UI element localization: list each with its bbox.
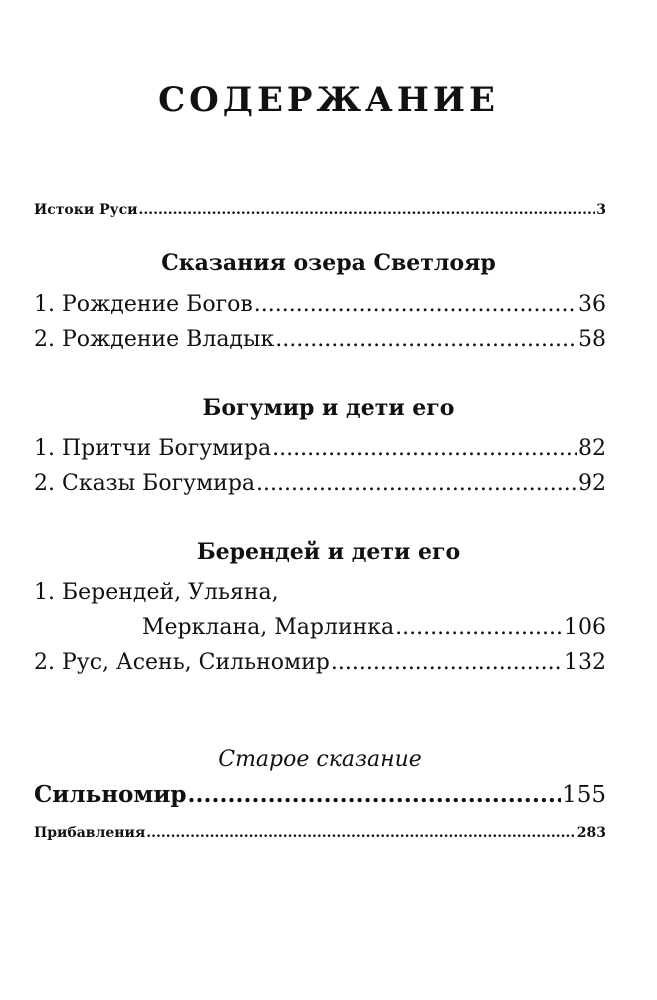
- dot-leader: [395, 613, 563, 643]
- dot-leader: [146, 823, 575, 843]
- dot-leader: [331, 648, 563, 678]
- dot-leader: [272, 434, 577, 464]
- toc-entry-istoki[interactable]: [34, 200, 606, 220]
- toc-entry-label: 2. Сказы Богумира: [34, 471, 256, 496]
- toc-entry-page: 82: [578, 436, 606, 461]
- toc-entry[interactable]: [142, 613, 606, 643]
- toc-entry-label: Истоки Руси: [34, 202, 138, 218]
- toc-entry-page: 3: [596, 202, 606, 218]
- dot-leader: [275, 325, 577, 355]
- toc-entry-label: Мерклана, Марлинка: [142, 615, 395, 640]
- dot-leader: [254, 290, 577, 320]
- page-title: СОДЕРЖАНИЕ: [158, 80, 499, 120]
- section-heading: Богумир и дети его: [202, 395, 455, 421]
- toc-entry[interactable]: [34, 648, 606, 678]
- toc-entry[interactable]: [34, 290, 606, 320]
- toc-entry-label-line[interactable]: 1. Берендей, Ульяна,: [34, 580, 279, 605]
- toc-entry[interactable]: [34, 325, 606, 355]
- section-heading: Берендей и дети его: [196, 539, 461, 565]
- toc-entry-page: 36: [578, 292, 606, 317]
- toc-entry-page: 58: [578, 327, 606, 352]
- toc-entry-page: 155: [562, 782, 606, 808]
- toc-entry-label: 2. Рождение Владык: [34, 327, 275, 352]
- toc-entry-label: Сильномир: [34, 781, 187, 808]
- toc-entry-label: Прибавления: [34, 825, 146, 841]
- toc-entry[interactable]: [34, 434, 606, 464]
- toc-entry[interactable]: [34, 469, 606, 499]
- old-tale-subtitle: Старое сказание: [218, 747, 422, 772]
- toc-entry-page: 283: [576, 825, 606, 841]
- toc-entry-silnomir[interactable]: [34, 779, 606, 811]
- toc-entry-page: 132: [564, 650, 606, 675]
- toc-entry-page: 106: [564, 615, 606, 640]
- toc-entry-label: 2. Рус, Асень, Сильномир: [34, 650, 330, 675]
- toc-entry-label: 1. Притчи Богумира: [34, 436, 272, 461]
- section-heading: Сказания озера Светлояр: [161, 250, 496, 276]
- toc-entry-pribavleniya[interactable]: [34, 823, 606, 843]
- toc-entry-page: 92: [578, 471, 606, 496]
- dot-leader: [139, 200, 596, 220]
- dot-leader: [188, 779, 562, 811]
- toc-entry-label: 1. Рождение Богов: [34, 292, 253, 317]
- dot-leader: [256, 469, 577, 499]
